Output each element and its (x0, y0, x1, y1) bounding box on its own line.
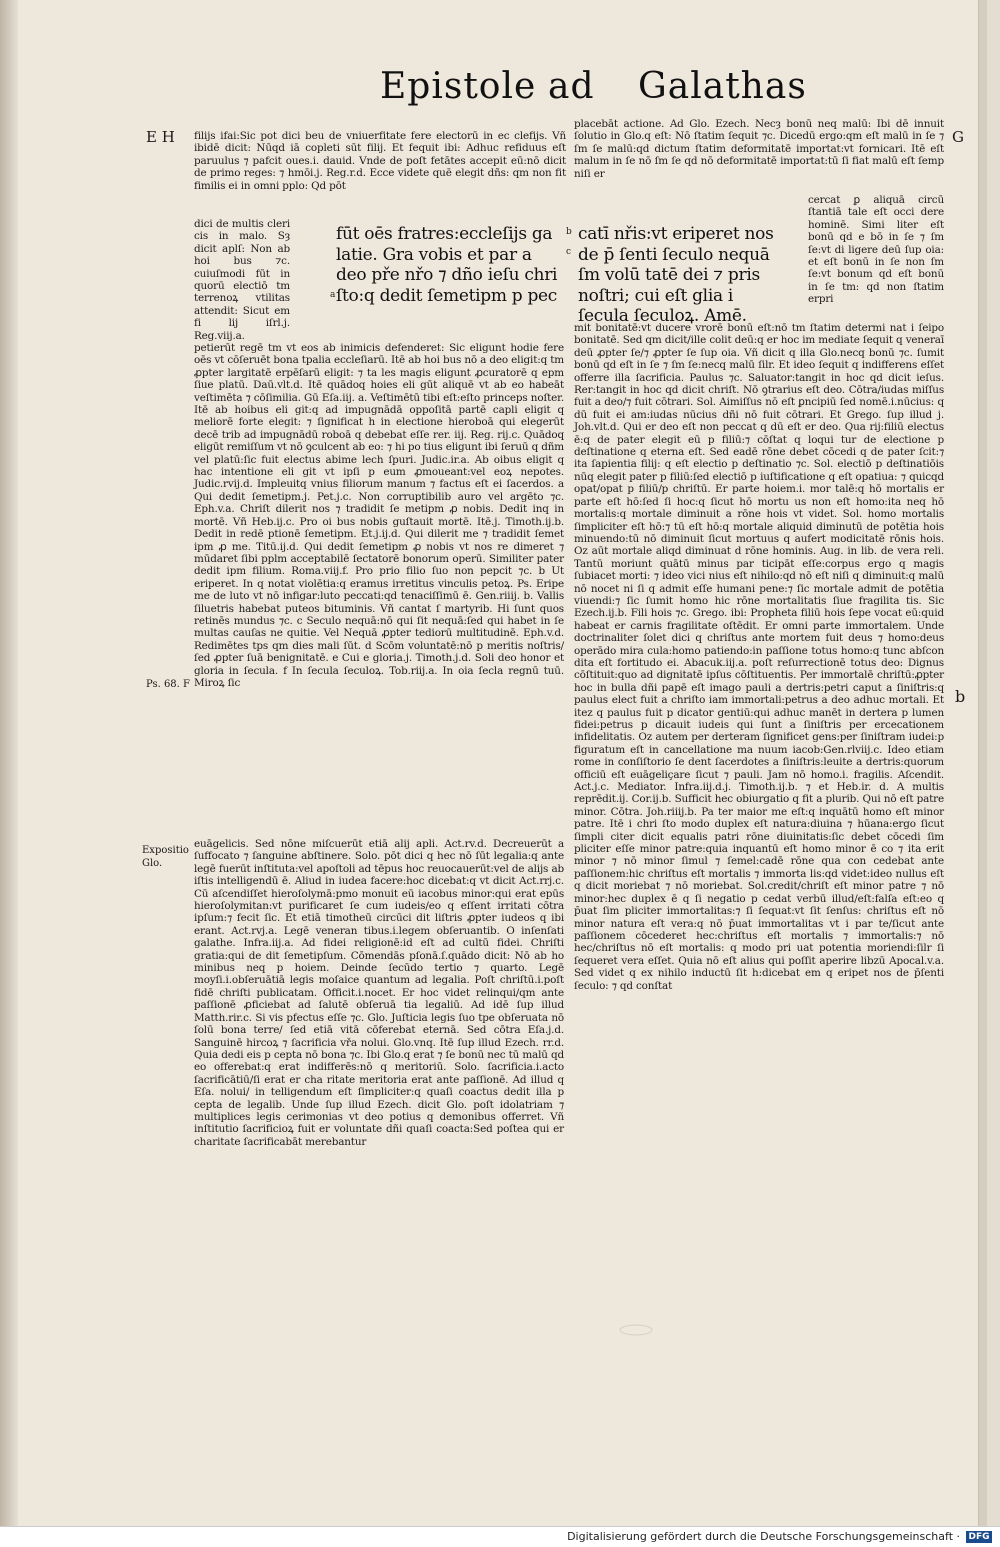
margin-letters-left: E H (146, 128, 175, 146)
margin-letter-b: b (955, 687, 966, 706)
running-title (380, 66, 807, 118)
dfg-logo: DFG (966, 1531, 992, 1543)
title-word-epistole: Epistole (380, 66, 537, 107)
margin-letter-g: G (952, 128, 964, 146)
margin-psalm-ref: Ps. 68. F (146, 679, 190, 690)
left-commentary-bottom: euāgelicis. Sed nōne miſcuerūt etiā alij apli. Act.rv.d. Decreuerūt a ſuffocato ⁊ ſanguine abſtinere. Solo. pōt dici q hec nō ſūt legalia:q ante legē fuerūt inſtituta:vel apoſtoli ad tēpus hoc reuocauerūt:vel de alijs ab iſtis intelligendū ē. Aliud in iudea facere:hoc dicebat:q vt dicit Act.rrj.c. Cū aſcendiſſet hieroſolymā:pmo monuit eū iacobus minor:qui erat epūs hieroſolymitan:vt purificaret ſe cum iudeis/eo q eſſent irritati cōtra ipſum:⁊ fecit ſic. Et etiā timotheū circūci dit liſtris ꝓpter iudeos q ibi erant. Act.rvj.a. Legē veneran tibus.i.legem obſeruantib. O inſenſati galathe. Infra.iij.a. Ad fidei religionē:id eſt ad cultū fidei. Chriſti gratia:qui de dit ſemetipſum. Cōmendās pſonā.ſ.quādo dicit: Nō ab ho minibus neq p hoiem. Deinde ſecūdo tertio ⁊ quarto. Legē moyſi.i.obſeruātiā legis moſaice quantum ad legalia. Poſt chriſtū.i.poſt fidē chriſti publicatam. Officit.i.nocet. Er hoc videt relinqui/qm ante paſſionē ꝓficiebat ad ſalutē obſeruā tia legaliū. Ad idē ſup illud Matth.rir.c. Si vis pfectus eſſe ⁊c. Glo. Juſticia legis ſuo tpe obſeruata nō ſolū bona terre/ ſed etiā vitā cōferebat eternā. Sed cōtra Eſa.j.d. Sanguinē hircoꝝ ⁊ ſacrificia vřa nolui. Glo.vnq. Itē ſup illud Ezech. rr.d. Quia dedi eis p cepta nō bona ⁊c. Ibi Glo.q erat ⁊ ſe bonū nec tū malū qd eo offerebat:q erat indifferēs:nō q meritoriū. Solo. ſacrificia.i.acto ſacrificātiū/ſi erat er cha ritate meritoria erat ante paſſionē. Ad illud q Eſa. nolui/ in telligendum eſt ſimpliciter:q quaſi coactus dedit illa p cepta de legalib. Unde ſup illud Ezech. dicit Glo. poſt idolatriam ⁊ multiplices legis cerimonias vt deo potius q demonibus offerret. Vñ inſtitutio ſacrificioꝝ fuit er voluntate dñi quaſi coacta:Sed poſtea qui er charitate ſacrificabāt merebantur (194, 838, 564, 1148)
footer-bar (0, 1526, 1000, 1547)
page-gutter (0, 0, 18, 1526)
footer-credit: Digitalisierung gefördert durch die Deutsche Forschungsgemeinschaft · (567, 1530, 960, 1543)
right-gloss-narrow: cercat ꝑ aliquā circū ſtantiā tale eſt occi dere hominē. Simi liter eſt bonū qd e bō in ſe ⁊ ſm ſe:vt di ligere deū ſup oia: et eſt bonū in ſe non ſm ſe:vt bonum qd eſt bonū in ſe tm: qd non ſtatim erpri (808, 194, 944, 306)
margin-expositio: Expositio Glo. (142, 845, 189, 869)
left-gloss-narrow: dici de multis cleri cis in malo. Sȝ dicit aplſ: Non ab hoi bus ⁊c. cuiuſmodi fūt in quorū electiō tm terrenoꝝ vtilitas attendit: Sicut em fi lij iſrl.j. Reg.viij.a. (194, 218, 290, 342)
page-edge (978, 0, 987, 1526)
right-commentary: mit bonitatē:vt ducere vrorē bonū eſt:nō tm ſtatim determi nat i ſeipo bonitatē. Sed qm dicit/ille colit deū:q er hoc im mediate ſequit q veneraī deū ꝓpter ſe/⁊ ꝓpter ſe ſup oia. Vñ dicit q illa Glo.necq bonū ⁊c. ſumit bonū qd eſt in ſe ⁊ ſm ſe:necq malū ſilr. Et ideo ſequit q indifferens eſſet offerre illa ſacrificia. Paulus ⁊c. Saluator:tangit in hoc qd dicit ieſus. Rer:tangit in hoc qd dicit chriſt. Nō ꝯtrarius eſt deo. Cōtra/iudas miſſus fuit a deo/⁊ fuit cōtrari. Sol. Aimiſſus nō eſt ꝑncipiū ſed nomē.i.nūcius: q dū fuit ei am:iudas nūcius dñi nō fuit cōtrari. Et Grego. ſup illud j. Joh.vlt.d. Qui er deo eſt non peccat q dū eſt er deo. Qua rij:filiū electus ē:q de pater elegit eū p filiū:⁊ cōſtat q loqui tur de electione p deſtinatione q eterna eſt. Sed eadē rōne debet cōcedi q de pater ſcit:⁊ ita ſapientia filij: q eſt electio p deſtinatio ⁊c. Sol. electiō p deſtinatiōis nūq elegit pater p filiū:ſed electiō p iuſtificatione q eſt opatiua: ⁊ quicqd opat/opat p filiū/p chriſtū. Er parte hoiem.i. mor talē:q hō mortalis er parte eſt hō:ſed ſi hoc:q ſicut hō mortu us non eſt homo:ita neq hō mortalis:q mortale diminuit a rōne hois vt videt. Sol. homo mortalis ſimpliciter eſt hō:⁊ tū eſt hō:q mortale aliquid diminutū de potētia hois minuendo:tū nō diminuit ſicut mortuus q aufert modicitatē rōnis hois. Oz aūt mortale aliqd diminuat d rōne hominis. Aug. in lib. de vera reli. Tantū moriunt quātū minus par ticipāt eſſe:corpus ergo q magis ſubiacet morti: ⁊ ideo vici nius eſt nihilo:qd nō eſt niſi q diminuit:q malū nō nocet ni ſi q admit eſſe humani pene:⁊ ſic mortale admit de potētia viuendi:⁊ ſic ſumit homo hic rōne mortalitatis ſiue fragilita tis. Sic Ezech.ij.b. Fili hois ⁊c. Grego. ibi: Propheta filiū hois ſepe vocat eū:quid habeat er carnis fragilitate oſtēdit. Er omni parte immortalem. Unde doctrinaliter ſolet dici q chriſtus ante mortem fuit deus ⁊ homo:deus operādo mira cula:homo patiendo:in paſſione totus homo:q tunc abſcon dita eſt fortitudo ei. Abacuk.iij.a. poſt reſurrectionē totus deo: Dignus cōſtituit:quo ad dignitatē ipſus cōſtituentis. Per immortalē chriſtū:ꝓpter hoc in bulla dñi papē eſt imago pauli a dertris:petri caput a ſiniſtris:q paulus elect fuit a chriſto iam immortali:petrus a deo adhuc mortali. Et itez q paulus fuit p dicator gentiū:qui adhuc manēt in dertera p lumen fidei:petrus p dicauit iudeis qui ſunt a ſiniſtris per ercecationem infidelitatis. Oz autem per derteram ſignificet gens:per ſiniſtram iudei:p figuratum eſt in cancellatione ma nuum iacob:Gen.rlviij.c. Ideo etiam rome in conſiſtorio ſe dent ſacerdotes a ſiniſtris:leuite a dertris:quorum officiū eſt euāgeliçare ſicut ⁊ pauli. Jam nō homo.i. fragilis. Aſcendit. Act.j.c. Mediator. Infra.iij.d.j. Timoth.ij.b. ⁊ et Heb.ir. d. A multis reprēdit.ij. Cor.ij.b. Sufficit hec obiurgatio q fit a plurib. Qui nō eſt patre minor. Cōtra. Joh.riiij.b. Pa ter maior me eſt:q inquātū homo eſt minor patre. Itē i chri ſto modo duplex eſt natura:diuina ⁊ hūana:ergo ſicut ſimpli citer dicit equalis patri rōne diuinitatis:ſic debet cōcedi ſim pliciter eſſe minor patre:quia inquantū eſt homo minor ē co ⁊ ita erit minor ⁊ nō minor ſimul ⁊ ſemel:cadē rōne qua con cedebat ante paſſionem:hic chriſtus eſt mortalis ⁊ immorta lis:qd videt:ideo nullus eſt q dicit moriebat ⁊ nō moriebat. Sol.credit/chriſt eſt minor patre ⁊ nō minor:hec duplex ē q ſi negatio p cedat verbū illud/eſt:falſa eſt:eo q p̄uat ſim pliciter immortalitas:⁊ ſi ſequat:vt ſit ſenſus: chriſtus eſt nō minor natura eſt vera:q nō p̄uat immortalitas vt i par te/ſicut ante paſſionem cōcederet hec:chriſtus eſt mortalis ⁊ immortalis:⁊ nō hec/chriſtus nō eſt mortalis: q modo pri uat potentia moriendi:ſilr ſi ſequeret vera eſſet. Quia nō eſt alius qui poſſit aperire libzū Apocal.v.a. Sed videt q ex nihilo inductū ſit h:dicebat em q eripet nos de p̄ſenti ſeculo: ⁊ qd conſtat (574, 322, 944, 992)
main-text-markers-right: b c (566, 227, 572, 257)
right-gloss-top: placebāt actione. Ad Glo. Ezech. Necȝ bonū neq malū: Ibi dē innuit ſolutio in Glo.q eſt: Nō ſtatim ſequit ⁊c. Dicedū ergo:qm eſt malū in ſe ⁊ ſm ſe malū:qd dictum ſtatim deformitatē importat:vt fornicari. Itē eſt malum in ſe nō ſm ſe qd nō deformitatē importat:tū ſi fiat malū eſt ſemp niſi er (574, 118, 944, 180)
title-word-galathas: Galathas (638, 66, 807, 107)
left-commentary: petierūt regē tm vt eos ab inimicis defenderet: Sic eligunt hodie fere oēs vt cōſeruēt bona tpalia eccleſiarū. Itē ab hoi bus nō a deo eligit:q tm ꝓpter largitatē erpēſarū eligit: ⁊ ta les magis eligunt ꝓcuratorē q epm ſiue platū. Daū.vlt.d. Itē quādoq hoies eli gūt aliquē vt ab eo habeāt veſtimēta ⁊ cōſimilia. Gū Eſa.iij. a. Veſtimētū tibi eſt:eſto princeps noſter. Itē ab hoibus eli git:q ad impugnādā oppoſitā partē capli eligit q meliorē forte elegit: ⁊ ſignificat h in electione hieroboā qui elegerūt decē trib ad impugnādū roboā q debebat eſſe rer. iij. Reg. rij.c. Quādoq eligūt remiſſum vt nō ꝯculcent ab eo: ⁊ hi po tius eligunt ibi ſeruū q dñm vel platū:ſic fuit electus abime lech ſpuri. Judic.ir.a. Ab oibus eligit q hac intentione eli git vt ipſi p eum ꝓmoueant:vel eoꝝ nepotes. Judic.rvij.d. Impleuitq vnius filiorum manum ⁊ factus eſt ei ſacerdos. a Qui dedit ſemetipm.j. Pet.j.c. Non corruptibilib auro vel argēto ⁊c. Eph.v.a. Chriſt dilerit nos ⁊ tradidit ſe metipm ꝓ nobis. Dedit inq in mortē. Vñ Heb.ij.c. Pro oi bus nobis guſtauit mortē. Itē.j. Timoth.ij.b. Dedit in redē ptionē ſemetipm. Et.j.ij.d. Qui dilerit me ⁊ tradidit ſemet ipm ꝓ me. Titū.ij.d. Qui dedit ſemetipm ꝓ nobis vt nos re dimeret ⁊ mūdaret ſibi pplm acceptabilē ſectatorē bonorum operū. Similiter pater dedit ipm filium. Roma.viij.f. Pro prio filio ſuo non pepcit ⁊c. b Ut eriperet. In q notat violētia:q eramus irretitus vinculis petoꝝ. Ps. Eripe me de luto vt nō infigar:luto peccati:qd tenaciſſimū ē. Gen.riiij. b. Vallis ſiluetris habebat puteos bituminis. Vñ cantat ſ martyrib. Hi ſunt quos retinēs mundus ⁊c. c Seculo nequā:nō qui ſit nequā:ſed qui habet in ſe multas cauſas ne quitie. Vel Nequā ꝓpter tediorū multitudinē. Eph.v.d. Redimētes tps qm dies mali ſūt. d Scōm voluntatē:nō p meritis noſtris/ſed ꝓpter ſuā benignitatē. e Cui e gloria.j. Timoth.j.d. Soli deo honor et gloria in ſecula. f In ſecula ſeculoꝝ. Tob.riij.a. In oia ſecla regnū tuū. Miroꝝ ſic (194, 342, 564, 689)
faint-stamp-mark (616, 1322, 656, 1338)
main-text-right: catī nřis:vt eriperet nos de p̄ ſenti ſeculo nequā ſm volū tatē dei ⁊ pris noſtri; cui eſt glia i ſecula ſeculoꝝ. Amē. (578, 224, 774, 326)
main-text-marker-a: a (330, 290, 336, 300)
left-gloss-top: filijs ifai:Sic pot dici beu de vniuerfitate fere electorū in ec clefijs. Vñ ibidē dicit: Nūqd iā copleti sūt filij. Et fequit ibi: Adhuc refiduus eſt paruulus ⁊ pafcit oues.i. dauid. Vnde de poſt fetātes accepit eū:nō dicit de primo reges: ⁊ hmōi.j. Reg.r.d. Ecce videte quē elegit dñs: qm non fit fimilis ei in omni pplo: Qd pōt (194, 130, 566, 192)
title-word-ad: ad (548, 66, 595, 107)
main-text-left: fūt oēs fratres:eccleſijs ga latie. Gra vobis et par a deo pře nřo ⁊ dño ieſu chri ſto:q dedit ſemetipm p pec (336, 224, 558, 306)
